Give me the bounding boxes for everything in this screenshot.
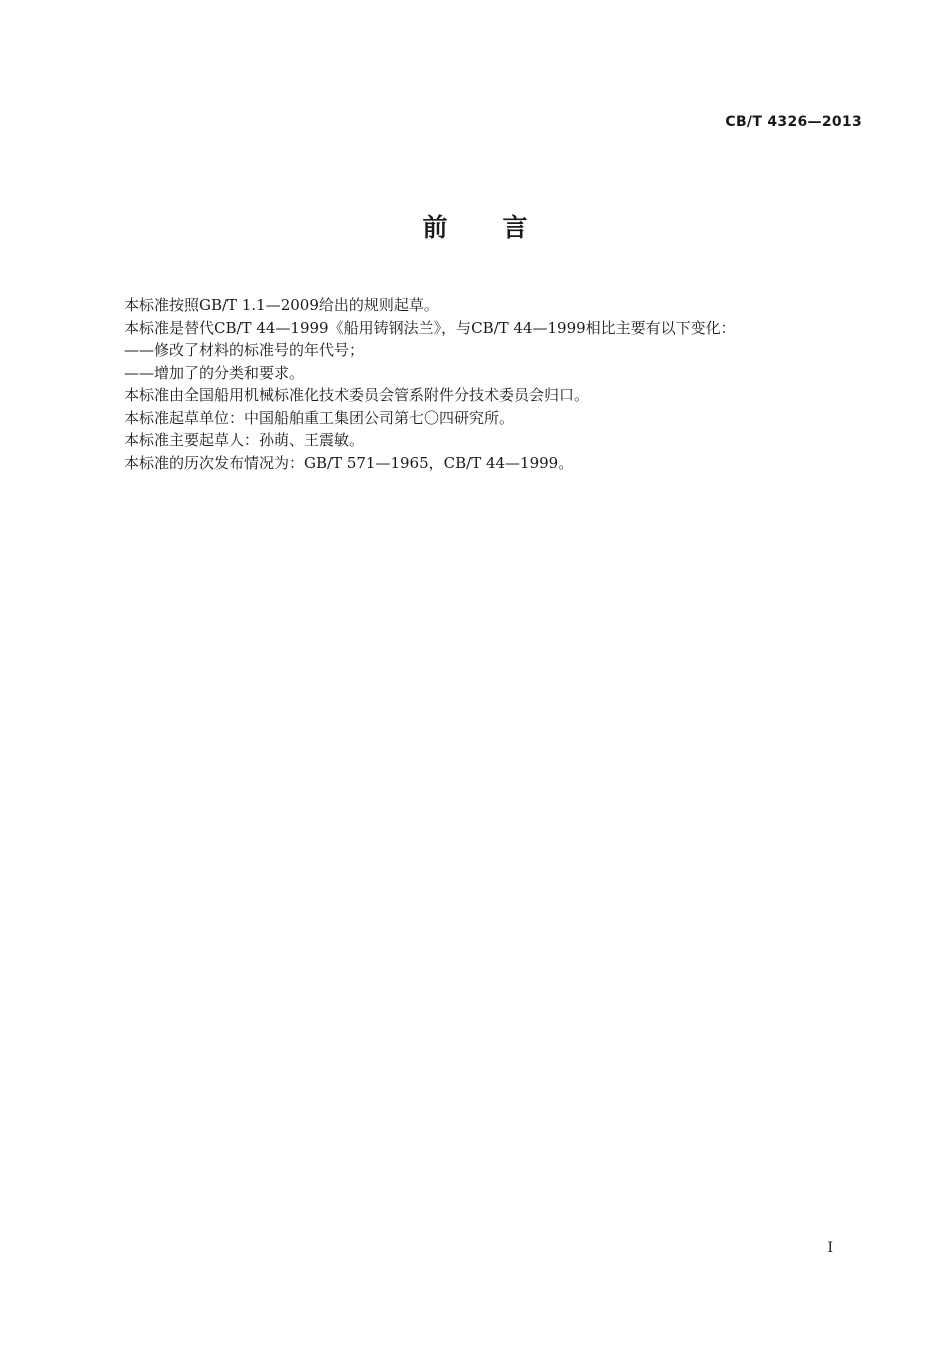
standard-code: CB/T 4326—2013 — [725, 114, 862, 130]
page-number: I — [827, 1240, 833, 1256]
change-item-classification: ——增加了的分类和要求。 — [124, 363, 305, 382]
paragraph-drafting-unit: 本标准起草单位：中国船舶重工集团公司第七〇四研究所。 — [124, 408, 515, 427]
paragraph-drafting-rules: 本标准按照GB/T 1.1—2009给出的规则起草。 — [124, 296, 439, 314]
page-title: 前言 — [422, 213, 583, 242]
paragraph-replacement: 本标准是替代CB/T 44—1999《船用铸钢法兰》，与CB/T 44—1999相比主要有以下变化： — [124, 318, 736, 337]
paragraph-history: 本标准的历次发布情况为：GB/T 571—1965，CB/T 44—1999。 — [124, 453, 574, 472]
paragraph-drafters: 本标准主要起草人：孙萌、王震敏。 — [124, 431, 365, 449]
paragraph-committee: 本标准由全国船用机械标准化技术委员会管系附件分技术委员会归口。 — [124, 386, 590, 404]
change-item-material-standard: ——修改了材料的标准号的年代号； — [124, 341, 365, 359]
preface-body — [124, 294, 844, 474]
